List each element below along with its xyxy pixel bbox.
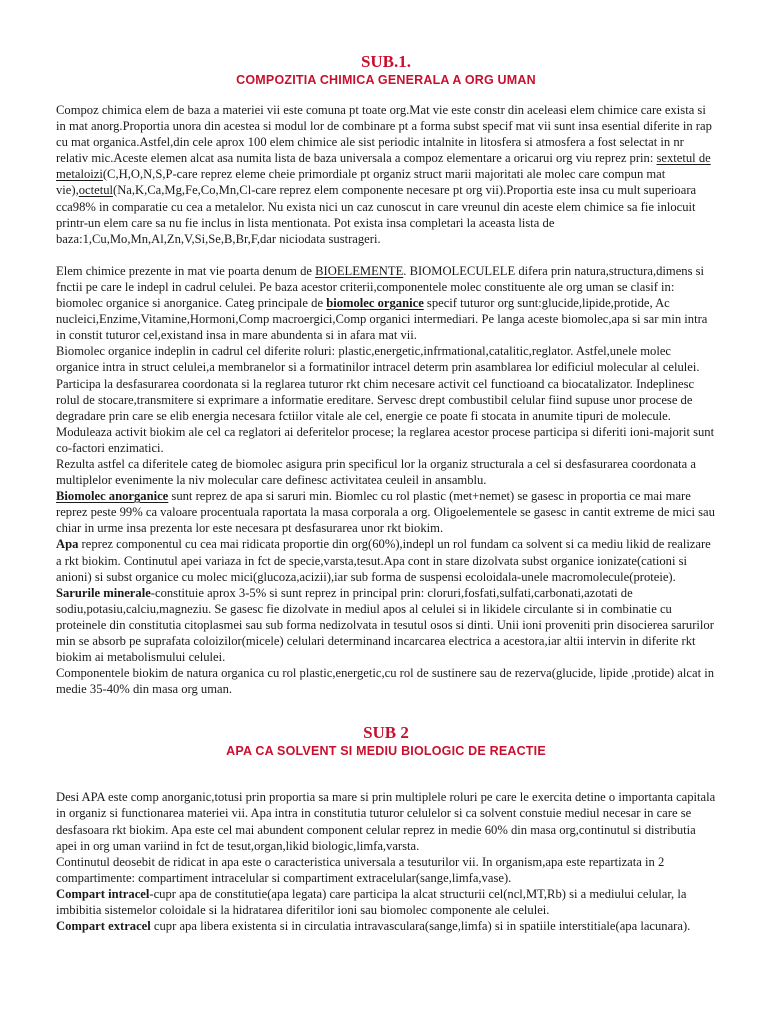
- paragraph-1: [56, 102, 716, 247]
- text-run: specif tuturor org sunt:glucide,lipide,protide, Ac nucleici,Enzime,Vitamine,Hormoni,Comp macroergici,Comp organici intermediari. Pe langa aceste biomolec,apa si sar min intra in constit tuturor cel,existand insa in mare abundenta si in afara mat vii.: [56, 296, 708, 343]
- text-run: (C,H,O,N,S,P-care reprez eleme cheie primordiale pt organiz struct marii majoritati ale molec care compun mat vie),: [56, 167, 666, 198]
- paragraph-3: Biomolec organice indeplin in cadrul cel diferite roluri: plastic,energetic,infrmational,catalitic,reglator. Astfel,unele molec organice intra in struct celulei,a membranelor si a formatinilor intracel determ prin asamblarea lor edificiul molecular al celulei. Participa la desfasurarea coordonata si la reglarea tuturor rkt chim necesare activit cel functioand ca biocatalizator. Indeplinesc rolul de stocare,transmitere si exprimare a informatie ereditare. Servesc drept combustibil celular fiind supuse unor procese de degradare prin care se elib energia necesara fctiilor vitale ale cel, energie ce poate fi stocata in anumite tipuri de molecule. Moduleaza activit biokim ale cel ca reglatori ai deferitelor procese; la reglarea acestor procese participa si diferiti ioni-majorit sunt co-factori enzimatici.: [56, 344, 715, 455]
- text-run: (Na,K,Ca,Mg,Fe,Co,Mn,Cl-care reprez elem componente necesare pt org vii).Proportia este insa cu mult superioara cca98% in comparatie cu cea a metalelor. Nu exista nici un caz cunoscut in care vreunul din aceste elem chimice sa fie inlocuit printr-un elem care sa nu fie inclus in lista mentionata. Pot exista insa completari la aceasta lista de baza:1,Cu,Mo,Mn,Al,Zn,V,Si,Se,B,Br,F,dar niciodata sustrageri.: [56, 183, 697, 246]
- underlined-term: octetul: [78, 183, 114, 198]
- section-2-subtitle: APA CA SOLVENT SI MEDIU BIOLOGIC DE REACTIE: [226, 744, 546, 759]
- bold-term: Compart extracel: [56, 919, 151, 934]
- paragraph-5: [56, 488, 716, 536]
- paragraph-8: Componentele biokim de natura organica cu rol plastic,energetic,cu rol de sustinere sau de rezerva(glucide, lipide ,protide) alcat in medie 35-40% din masa org uman.: [56, 666, 715, 697]
- bold-underlined-term: Biomolec anorganice: [56, 489, 169, 504]
- section-1-subtitle: COMPOZITIA CHIMICA GENERALA A ORG UMAN: [236, 73, 536, 87]
- paragraph-6: [56, 536, 716, 584]
- text-run: sunt reprez de apa si saruri min. Biomlec cu rol plastic (met+nemet) se gasesc in proportia ce mai mare reprez peste 99% ca valoare procentuala raportata la masa corporala a org. Oligoelementele se gasesc in cantit extreme de mici sau chiar in urme insa prezenta lor este necesara pt desfasurarea unor rkt biokim.: [56, 489, 715, 536]
- paragraph-11: [56, 886, 716, 918]
- paragraph-spacer: [56, 773, 716, 789]
- section-2-title: SUB 2: [363, 723, 409, 743]
- text-run: -constituie aprox 3-5% si sunt reprez in principal prin: cloruri,fosfati,sulfati,carbonati,azotati de sodiu,potasiu,calciu,magneziu. Se gasesc fie dizolvate in mediul apos al celulei si in likidele circulante si in combinatie cu proteinele din constitutia citoplasmei sau sub forma nedizolvata in tesutul osos si dinti. Unii ioni proveniti prin disocierea sarurilor min se absorb pe suprafata coloizilor(micele) celulari determinand incarcarea electrica a acestora,iar altii intervin in diferite rkt biokim ai metabolismului celulei.: [56, 585, 714, 665]
- underlined-term: BIOELEMENTE: [315, 263, 404, 278]
- paragraph-4: Rezulta astfel ca diferitele categ de biomolec asigura prin specificul lor la organiz structurala a cel si desfasurarea coordonata a multiplelor evenimente la niv molecular care definesc activitatea ceuleil in ansamblu.: [56, 456, 696, 488]
- text-run: reprez componentul cu cea mai ridicata proportie din org(60%),indepl un rol fundam ca solvent si ca mediu likid de realizare a rkt biokim. Continutul apei variaza in fct de specie,varsta,tesut.Apa cont in stare dizolvata subst organice ionizate(cationi si anioni) si subst organice cu molec mici(glucoza,acizii),iar sub forma de suspensi ecoloidala-unele macromolecule(proteie).: [56, 537, 711, 584]
- paragraph-spacer: [56, 247, 716, 263]
- paragraph-12: [56, 918, 716, 934]
- paragraph-7: [56, 585, 716, 665]
- text-run: -cupr apa de constitutie(apa legata) care participa la alcat structurii cel(ncl,MT,Rb) si a mediului celular, la imbibitia sistemelor coloidale si la hidratarea diferitilor ioni sau biomolec componente ale celulei.: [56, 886, 687, 918]
- bold-underlined-term: biomolec organice: [326, 296, 424, 311]
- paragraph-2: [56, 263, 716, 343]
- bold-term: Apa: [56, 537, 79, 552]
- paragraph-9: Desi APA este comp anorganic,totusi prin proportia sa mare si prin multiplele roluri pe care le exercita detine o importanta capitala in organiz si functionarea materiei vii. Apa intra in constitutia tuturor celulelor si ca solvent constuie mediul necesar in care se desfasoara rkt biokim. Apa este cel mai abundent component celular reprez in medie 60% din masa org,continutul si distributia apei in org uman variind in fct de tesut,organ,likid biologic,limfa,varsta.: [56, 790, 716, 853]
- bold-term: Compart intracel: [56, 886, 150, 901]
- bold-term: Sarurile minerale: [56, 585, 151, 600]
- underlined-term: sextetul de metaloizi: [56, 151, 711, 182]
- text-run: . BIOMOLECULELE difera prin natura,structura,dimens si fnctii pe care le indepl in cadrul celulei. Pe baza acestor criterii,componentele molec constituente ale org uman se clasif in: biomolec organice si anorganice. Categ principale de: [56, 263, 705, 311]
- text-run: Compoz chimica elem de baza a materiei vii este comuna pt toate org.Mat vie este constr din aceleasi elem chimice care exista si in mat anorg.Proportia unora din acestea si modul lor de combinare pt a forma subst specif mat vii sunt insa esential diferite in rap cu mat organica.Astfel,din cele aprox 100 elem chimice ale sist periodic intalnite in litosfera si atmosfera a fost selectat in nr relativ mic.Aceste elemen alcat asa numita lista de baza universala a compoz elementare a oricarui org viu reprez prin:: [56, 103, 712, 166]
- text-run: Elem chimice prezente in mat vie poarta denum de: [56, 263, 316, 278]
- section-1-title: SUB.1.: [360, 52, 412, 71]
- paragraph-10: Continutul deosebit de ridicat in apa este o caracteristica universala a tesuturilor vii. In organism,apa este repartizata in 2 compartimente: compartiment intracelular si compartiment extracelular(sange,limfa,vase).: [56, 854, 665, 885]
- text-run: cupr apa libera existenta si in circulatia intravasculara(sange,limfa) si in spatiile interstitiale(apa lacunara).: [150, 919, 691, 934]
